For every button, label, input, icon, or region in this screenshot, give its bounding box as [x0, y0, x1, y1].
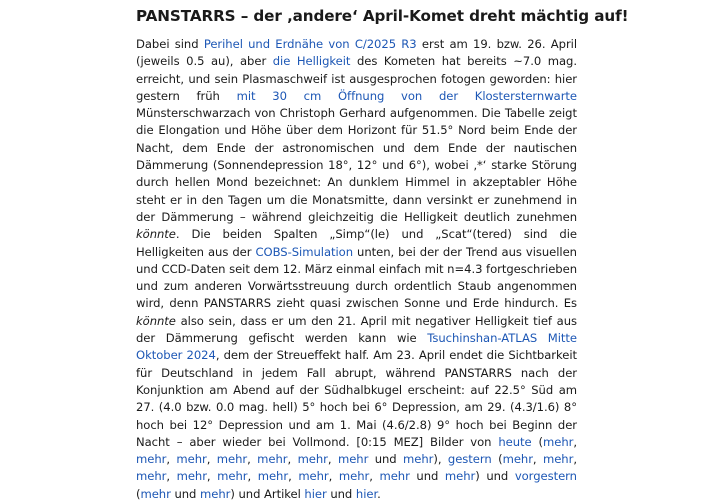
body-text-run: , — [532, 452, 543, 467]
body-text-run: Münsterschwarzach von Christoph Gerhard aufgenommen. Die Tabelle zeigt die Elongation und Höhe über dem Horizont für 51.5° Nord beim Ende der Nacht, dem Ende der astronomischen und dem Ende der nautischen Dämmerung (Sonnendepression 18°, 12° und 6°), wobei ‚*‘ starke Störung durch hellen Mond bezeichnet: An dunklem Himmel in akzeptabler Höhe steht er in den Tagen um die Monatsmitte, dann versinkt er zunehmend in der Dämmerung – während gleichzeitig die Helligkeit deutlich zunehmen — [136, 106, 577, 224]
article-link[interactable]: mehr — [502, 452, 533, 467]
article-link[interactable]: mehr — [136, 452, 167, 467]
body-text-run: . — [377, 486, 381, 501]
article-link[interactable]: mehr — [403, 452, 434, 467]
body-text-run: , — [573, 452, 577, 467]
body-text-run: und — [170, 486, 201, 501]
body-text-run: also sein, dass er um den 21. April mit negativer Helligkeit tief aus der Dämmerung gefischt werden kann wie — [136, 313, 577, 346]
body-text-run: . Die beiden Spalten „Simp“(le) und „Scat“(tered) sind die Helligkeiten aus der — [136, 227, 577, 259]
body-text-run: und — [368, 452, 404, 467]
article-link[interactable]: gestern — [447, 452, 492, 467]
article-link[interactable]: heute — [498, 434, 532, 449]
body-text-run: ) und Artikel — [230, 486, 305, 501]
body-text-run: , — [206, 469, 218, 484]
body-text-run: , — [166, 452, 177, 467]
article-link[interactable]: mehr — [136, 469, 167, 484]
body-text-run: Dabei sind — [136, 37, 204, 51]
article-link[interactable]: mit 30 cm Öffnung von der Klostersternwarte — [236, 88, 578, 103]
body-text-run: des Kometen hat bereits ~7.0 mag. erreicht, und sein Plasmaschweif ist ausgesprochen fotogen geworden: hier gestern früh — [136, 54, 577, 103]
body-text-run: , — [327, 452, 338, 467]
article-link[interactable]: vorgestern — [514, 469, 577, 484]
body-text-run: , — [247, 452, 258, 467]
body-text-run: , — [247, 469, 258, 484]
body-text-run: , — [573, 434, 577, 449]
article-link[interactable]: die Helligkeit — [272, 54, 351, 69]
article-link[interactable]: Perihel und Erdnähe von C/2025 R3 — [203, 37, 417, 51]
article-link[interactable]: hier — [304, 486, 327, 501]
article-link[interactable]: mehr — [542, 452, 574, 467]
body-text-run: ), — [433, 452, 448, 467]
body-text-run: unten, bei der der Trend aus visuellen und CCD-Daten seit dem 12. März einmal einfach mit n=4.3 fortgeschrieben und zum anderen Vorwärtsstreuung durch ordentlich Staub angenommen wird, denn PANSTARRS zieht quasi zwischen Sonne und Erde hindurch. Es — [136, 244, 577, 311]
body-text-run: , — [288, 469, 299, 484]
body-text-run: ( — [136, 486, 141, 501]
article-link[interactable]: mehr — [140, 486, 171, 501]
body-text-run: , dem der Streueffekt half. Am 23. April endet die Sichtbarkeit für Deutschland in jedem Fall abrupt, während PANSTARRS nach der Konjunktion am Abend auf der Südhalbkugel erscheint: auf 22.5° Süd am 27. (4.0 bzw. 0.0 mag. hell) 5° hoch bei 6° Depression, am 29. (4.3/1.6) 8° hoch bei 12° Depression und am 1. Mai (4.6/2.8) 9° hoch bei Beginn der Nacht – aber wieder bei Vollmond. [0:15 MEZ] Bilder von — [136, 348, 578, 449]
article-link[interactable]: mehr — [217, 469, 248, 484]
article-link[interactable]: mehr — [176, 469, 207, 484]
body-text-run: , — [206, 452, 217, 467]
emphasized-text: könnte — [136, 227, 176, 242]
article-link[interactable]: mehr — [176, 452, 207, 467]
article-link[interactable]: mehr — [338, 469, 370, 484]
article-link[interactable]: mehr — [444, 469, 476, 484]
body-text-run: erst am 19. bzw. 26. April (jeweils 0.5 au), aber — [136, 37, 578, 69]
article-link[interactable]: mehr — [379, 469, 410, 484]
article-link[interactable]: mehr — [337, 452, 369, 467]
body-text-run: und — [326, 486, 356, 501]
body-text-run: und — [409, 469, 445, 484]
article-link[interactable]: mehr — [298, 469, 329, 484]
body-text-run: , — [166, 469, 177, 484]
body-text-run: ( — [531, 434, 544, 449]
article — [136, 6, 629, 503]
article-link[interactable]: mehr — [200, 486, 231, 501]
article-link[interactable]: COBS-Simulation — [255, 244, 354, 259]
body-text-run: , — [287, 452, 298, 467]
body-text-run: , — [369, 469, 380, 484]
article-link[interactable]: Tsuchinshan-ATLAS Mitte Oktober 2024 — [136, 331, 577, 363]
article-link[interactable]: mehr — [257, 452, 288, 467]
article-title: PANSTARRS – der ‚andere‘ April-Komet dreht mächtig auf! — [136, 7, 629, 25]
article-link[interactable]: mehr — [297, 452, 328, 467]
article-link[interactable]: hier — [355, 486, 378, 501]
body-text-run: ) und — [475, 469, 515, 484]
body-text-run: ( — [491, 452, 503, 467]
article-body — [136, 36, 577, 503]
emphasized-text: könnte — [136, 313, 176, 328]
article-link[interactable]: mehr — [543, 434, 574, 449]
body-text-run: , — [328, 469, 339, 484]
article-link[interactable]: mehr — [216, 452, 248, 467]
article-link[interactable]: mehr — [257, 469, 289, 484]
